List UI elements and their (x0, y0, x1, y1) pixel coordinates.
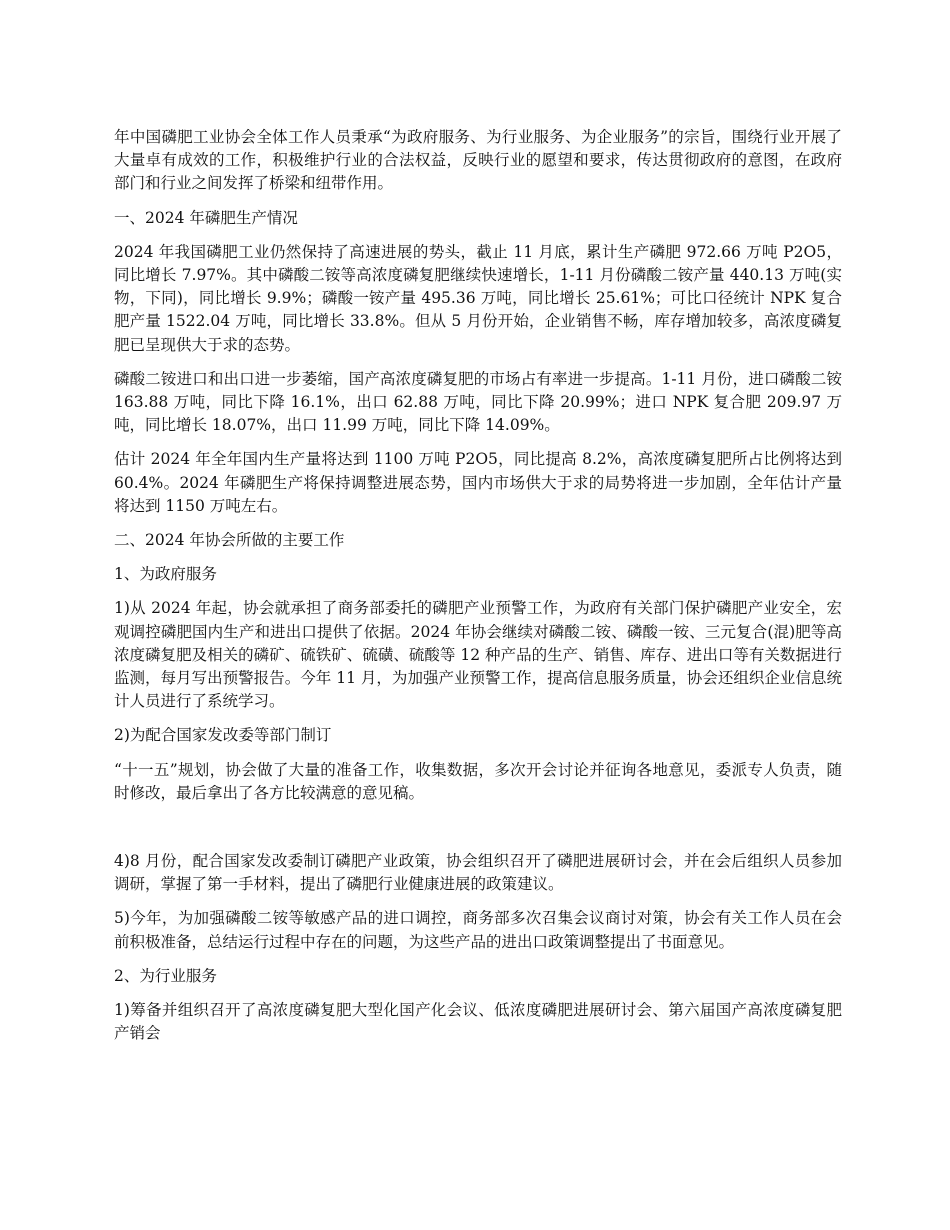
subheading-government-service: 1、为政府服务 (114, 565, 217, 584)
section-heading-work: 二、2024 年协会所做的主要工作 (114, 531, 345, 550)
forecast-paragraph: 估计 2024 年全年国内生产量将达到 1100 万吨 P2O5，同比提高 8.2%，高浓度磷复肥所占比例将达到 60.4%。2024 年磷肥生产将保持调整进展态势，国内市场供大于求的局势将进一步加剧，全年估计产量将达到 1150 万吨左右。 (114, 450, 842, 515)
production-paragraph: 2024 年我国磷肥工业仍然保持了高速进展的势头，截止 11 月底，累计生产磷肥 972.66 万吨 P2O5，同比增长 7.97%。其中磷酸二铵等高浓度磷复肥继续快速增长，1-11 月份磷酸二铵产量 440.13 万吨(实物，下同)，同比增长 9.9%；磷酸一铵产量 495.36 万吨，同比增长 25.61%；可比口径统计 NPK 复合肥产量 1522.04 万吨，同比增长 33.8%。但从 5 月份开始，企业销售不畅，库存增加较多，高浓度磷复肥已呈现供大于求的态势。 (114, 242, 842, 354)
item-planning: 2)为配合国家发改委等部门制订 (114, 726, 332, 745)
document-page (114, 126, 842, 1057)
item-industry-policy: 4)8 月份，配合国家发改委制订磷肥产业政策，协会组织召开了磷肥进展研讨会，并在会后组织人员参加调研，掌握了第一手材料，提出了磷肥行业健康进展的政策建议。 (114, 852, 842, 894)
section-heading-production: 一、2024 年磷肥生产情况 (114, 208, 298, 227)
item-early-warning: 1)从 2024 年起，协会就承担了商务部委托的磷肥产业预警工作，为政府有关部门保护磷肥产业安全，宏观调控磷肥国内生产和进出口提供了依据。2024 年协会继续对磷酸二铵、磷酸一铵、三元复合(混)肥等高浓度磷复肥及相关的磷矿、硫铁矿、硫磺、硫酸等 12 种产品的生产、销售、库存、进出口等有关数据进行监测，每月写出预警报告。今年 11 月，为加强产业预警工作，提高信息服务质量，协会还组织企业信息统计人员进行了系统学习。 (114, 599, 842, 711)
blank-gap (114, 816, 842, 850)
item-import-control: 5)今年，为加强磷酸二铵等敏感产品的进口调控，商务部多次召集会议商讨对策，协会有关工作人员在会前积极准备，总结运行过程中存在的问题，为这些产品的进出口政策调整提出了书面意见。 (114, 909, 842, 951)
intro-paragraph: 年中国磷肥工业协会全体工作人员秉承“为政府服务、为行业服务、为企业服务”的宗旨，围绕行业开展了大量卓有成效的工作，积极维护行业的合法权益，反映行业的愿望和要求，传达贯彻政府的意图，在政府部门和行业之间发挥了桥梁和纽带作用。 (114, 128, 842, 193)
planning-detail-paragraph: “十一五”规划，协会做了大量的准备工作，收集数据，多次开会讨论并征询各地意见，委派专人负责，随时修改，最后拿出了各方比较满意的意见稿。 (114, 760, 842, 802)
item-conferences: 1)筹备并组织召开了高浓度磷复肥大型化国产化会议、低浓度磷肥进展研讨会、第六届国产高浓度磷复肥产销会 (114, 1001, 842, 1043)
import-export-paragraph: 磷酸二铵进口和出口进一步萎缩，国产高浓度磷复肥的市场占有率进一步提高。1-11 月份，进口磷酸二铵 163.88 万吨，同比下降 16.1%，出口 62.88 万吨，同比下降 20.99%；进口 NPK 复合肥 209.97 万吨，同比增长 18.07%，出口 11.99 万吨，同比下降 14.09%。 (114, 369, 842, 435)
subheading-industry-service: 2、为行业服务 (114, 966, 217, 985)
